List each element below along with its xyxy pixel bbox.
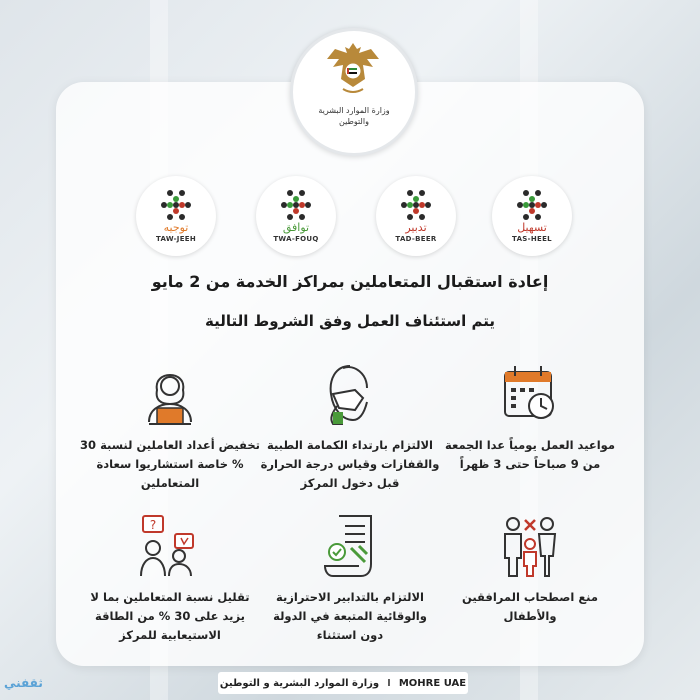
brand-tawjeeh [136, 176, 216, 256]
svg-text:?: ? [149, 518, 157, 532]
condition-text: تقليل نسبة المتعاملين بما لا يزيد على 30 % من الطاقة الاستيعابية للمركز [90, 590, 250, 642]
dots-logo-icon [279, 188, 313, 222]
brand-english-name: TWA-FOUQ [273, 235, 319, 243]
brand-arabic-name: تدبير [405, 221, 427, 234]
page-subheadline: يتم استئناف العمل وفق الشروط التالية [205, 312, 495, 330]
calendar-clock-icon [495, 360, 565, 430]
brand-arabic-name: تسهيل [517, 221, 547, 234]
people-chat-icon [135, 512, 205, 582]
site-watermark: ثقفني [4, 676, 43, 690]
brand-english-name: TAD-BEER [395, 235, 437, 243]
dots-logo-icon [399, 188, 433, 222]
condition-text: الالتزام بالتدابير الاحترازية والوقائية المتبعة في الدولة دون استثناء [273, 590, 427, 642]
footer-bar [218, 672, 468, 694]
document-stamp-icon [315, 512, 385, 582]
ministry-name-line2: والتوطين [339, 117, 369, 126]
condition-text: الالتزام بارتداء الكمامة الطبية والقفازات وقياس درجة الحرارة قبل دخول المركز [260, 438, 440, 490]
condition-text: مواعيد العمل يومياً عدا الجمعة من 9 صباحاً حتى 3 ظهراً [444, 438, 616, 471]
family-forbidden-icon [495, 512, 565, 582]
dots-logo-icon [159, 188, 193, 222]
uae-falcon-emblem-icon [323, 39, 383, 101]
footer-separator: I [387, 677, 391, 689]
brand-tadbeer [376, 176, 456, 256]
condition-text: منع اصطحاب المرافقين والأطفال [461, 590, 598, 623]
brand-english-name: TAW-JEEH [155, 235, 197, 243]
brand-arabic-name: توجيه [163, 221, 189, 234]
brand-tasheel [492, 176, 572, 256]
footer-brand: MOHRE UAE [398, 677, 467, 689]
brand-tawafuq [256, 176, 336, 256]
page-headline: إعادة استقبال المتعاملين بمراكز الخدمة من 2 مايو [151, 272, 549, 291]
ministry-logo [290, 28, 418, 156]
footer-ministry: وزارة الموارد البشرية و التوطين [219, 677, 380, 689]
brand-english-name: TAS-HEEL [512, 235, 552, 243]
condition-text: تخفيض أعداد العاملين لنسبة 30 % خاصة استشاريوا سعادة المتعاملين [80, 438, 260, 490]
face-mask-icon [315, 360, 385, 430]
dots-logo-icon [515, 188, 549, 222]
brand-arabic-name: توافق [282, 221, 310, 234]
ministry-name-line1: وزارة الموارد البشرية [318, 106, 390, 115]
employee-laptop-icon [135, 360, 205, 430]
